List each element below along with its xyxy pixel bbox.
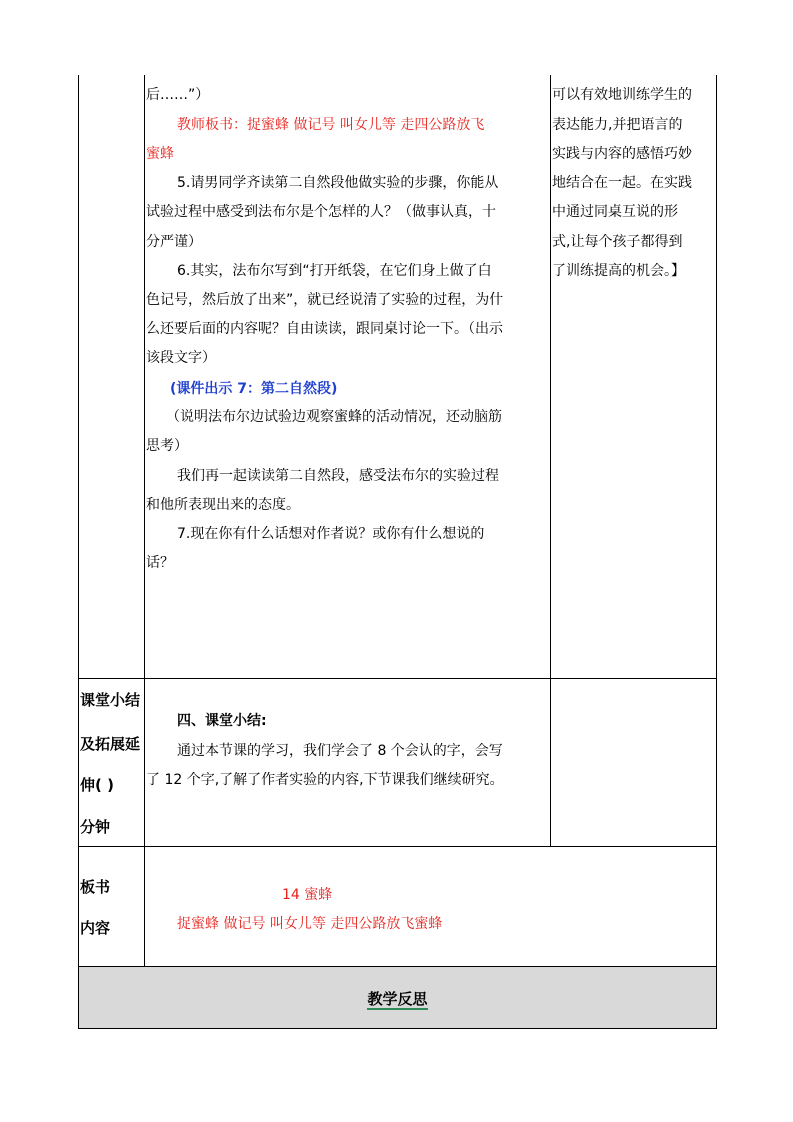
reflection-title-text: 教学反思 — [367, 990, 428, 1008]
reread-line-1: 我们再一起读读第二自然段，感受法布尔的实验过程 — [177, 468, 499, 484]
row-divider-board — [78, 846, 717, 847]
row-divider-summary — [78, 678, 717, 679]
design-note-line-3: 实践与内容的感悟巧妙 — [552, 146, 692, 162]
question-7-line-1: 7.现在你有什么话想对作者说？或你有什么想说的 — [177, 526, 485, 542]
process-line: 后……”） — [146, 87, 210, 103]
board-title: 14 蜜蜂 — [282, 887, 333, 903]
explanation-line-2: 思考） — [146, 438, 188, 454]
question-5-line-3: 分严谨） — [146, 234, 202, 250]
question-6-line-1: 6.其实，法布尔写到“打开纸袋，在它们身上做了白 — [177, 263, 492, 279]
design-note-line-5: 中通过同桌互说的形 — [552, 204, 678, 220]
board-note-lead: 教师板书：捉蜜蜂 做记号 叫女儿等 走四公路放飞 — [177, 117, 485, 133]
design-note-line-4: 地结合在一起。在实践 — [552, 175, 692, 191]
reread-line-2: 和他所表现出来的态度。 — [146, 497, 300, 513]
board-note-tail: 蜜蜂 — [146, 146, 174, 162]
table-border-bottom — [78, 1028, 717, 1029]
summary-heading: 四、课堂小结: — [177, 713, 267, 729]
question-6-line-3: 么还要后面的内容呢？自由读读，跟同桌讨论一下。（出示 — [146, 321, 503, 337]
board-content: 捉蜜蜂 做记号 叫女儿等 走四公路放飞蜜蜂 — [177, 916, 443, 932]
table-divider-label — [144, 75, 145, 967]
summary-label-line-2: 及拓展延 — [80, 735, 141, 753]
design-note-line-6: 式,让每个孩子都得到 — [552, 234, 683, 250]
board-label-line-2: 内容 — [80, 919, 111, 937]
summary-text-line-1: 通过本节课的学习，我们学会了 8 个会认的字，会写 — [177, 743, 503, 759]
design-note-line-2: 表达能力,并把语言的 — [552, 117, 683, 133]
summary-text-line-2: 了 12 个字,了解了作者实验的内容,下节课我们继续研究。 — [146, 772, 504, 788]
explanation-line-1: （说明法布尔边试验边观察蜜蜂的活动情况，还动脑筋 — [166, 409, 502, 425]
question-5-line-1: 5.请男同学齐读第二自然段他做实验的步骤，你能从 — [177, 175, 499, 191]
question-6-line-2: 色记号，然后放了出来”，就已经说清了实验的过程，为什 — [146, 292, 504, 308]
table-divider-side — [550, 75, 551, 847]
table-border-left — [78, 75, 79, 1029]
design-note-line-1: 可以有效地训练学生的 — [552, 87, 692, 103]
reflection-cell — [79, 967, 716, 1028]
question-5-line-2: 试验过程中感受到法布尔是个怎样的人？（做事认真，十 — [146, 204, 496, 220]
design-note-line-7: 了训练提高的机会。】 — [552, 263, 685, 279]
reflection-title — [79, 990, 716, 1008]
courseware-note: (课件出示 7：第二自然段) — [170, 381, 338, 397]
summary-label-line-1: 课堂小结 — [80, 691, 141, 709]
board-label-line-1: 板书 — [80, 878, 111, 896]
summary-label-line-3: 伸( ) — [80, 776, 114, 794]
summary-label-line-4: 分钟 — [80, 818, 111, 836]
question-6-line-4: 该段文字） — [146, 350, 216, 366]
table-border-right — [716, 75, 717, 1029]
question-7-line-2: 话？ — [146, 555, 174, 571]
